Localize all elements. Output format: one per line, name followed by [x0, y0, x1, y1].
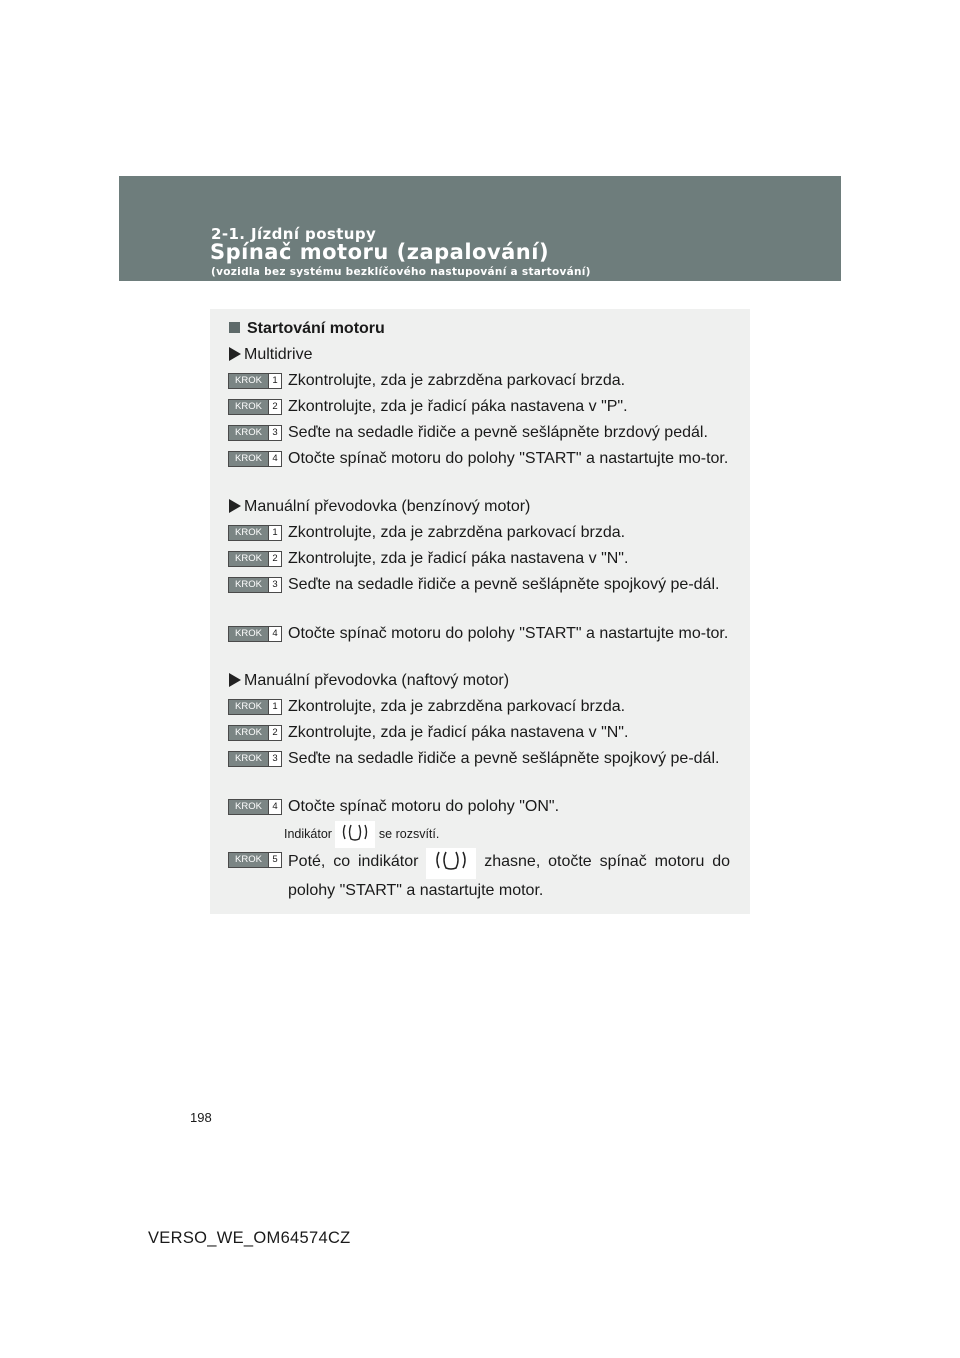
step-text: Zkontrolujte, zda je řadicí páka nastavena v "P". — [288, 398, 628, 415]
square-bullet-icon — [229, 322, 240, 333]
section-label: 2-1. Jízdní postupy — [211, 225, 377, 243]
step-row — [228, 395, 730, 418]
step-text: Otočte spínač motoru do polohy "START" a nastartujte mo-tor. — [288, 450, 729, 467]
step-badge: KROK 2 — [228, 725, 282, 741]
step-text: Zkontrolujte, zda je zabrzděna parkovací brzda. — [288, 698, 626, 715]
step-row — [228, 721, 730, 744]
step-text: Seďte na sedadle řidiče a pevně sešlápněte spojkový pe-dál. — [288, 750, 720, 767]
step-text: Zkontrolujte, zda je zabrzděna parkovací brzda. — [288, 372, 626, 389]
triangle-pointer-icon — [229, 673, 241, 687]
step-row — [228, 747, 730, 770]
step-text: Otočte spínač motoru do polohy "ON". — [288, 798, 560, 815]
step-text: Zkontrolujte, zda je řadicí páka nastavena v "N". — [288, 724, 629, 741]
variant-manual-petrol: Manuální převodovka (benzínový motor) — [229, 495, 530, 518]
step-text: Zkontrolujte, zda je zabrzděna parkovací brzda. — [288, 524, 626, 541]
step-row — [228, 848, 730, 902]
step-badge: KROK 3 — [228, 577, 282, 593]
step-badge: KROK 5 — [228, 852, 282, 868]
step-badge: KROK 2 — [228, 399, 282, 415]
glow-plug-indicator-icon — [335, 821, 375, 848]
step-row — [228, 521, 730, 544]
step-text: Seďte na sedadle řidiče a pevně sešlápněte spojkový pe-dál. — [288, 576, 720, 593]
page-header — [119, 176, 841, 281]
procedure-panel — [210, 309, 750, 914]
step-badge: KROK 4 — [228, 799, 282, 815]
step-badge: KROK 3 — [228, 751, 282, 767]
triangle-pointer-icon — [229, 347, 241, 361]
variant-manual-diesel: Manuální převodovka (naftový motor) — [229, 669, 509, 692]
variant-multidrive: Multidrive — [229, 343, 312, 366]
panel-heading: Startování motoru — [229, 317, 385, 340]
step-badge: KROK 1 — [228, 373, 282, 389]
glow-plug-indicator-icon — [426, 848, 476, 879]
step-badge: KROK 1 — [228, 525, 282, 541]
step-badge: KROK 1 — [228, 699, 282, 715]
document-code: VERSO_WE_OM64574CZ — [148, 1229, 351, 1247]
triangle-pointer-icon — [229, 499, 241, 513]
step-text: Poté, co indikátor zhasne, otočte spínač motoru do polohy "START" a nastartujte motor. — [288, 848, 730, 902]
step-badge: KROK 4 — [228, 451, 282, 467]
indicator-note: Indikátor se rozsvítí. — [284, 821, 439, 848]
step-row — [228, 795, 730, 818]
page-number: 198 — [190, 1110, 212, 1125]
step-badge: KROK 4 — [228, 626, 282, 642]
step-row — [228, 369, 730, 392]
step-badge: KROK 3 — [228, 425, 282, 441]
step-text: Zkontrolujte, zda je řadicí páka nastavena v "N". — [288, 550, 629, 567]
step-text: Seďte na sedadle řidiče a pevně sešlápněte brzdový pedál. — [288, 424, 708, 441]
step-badge: KROK 2 — [228, 551, 282, 567]
step-row — [228, 447, 730, 470]
page-title: Spínač motoru (zapalování) — [210, 240, 550, 264]
step-row — [228, 421, 730, 444]
step-row — [228, 547, 730, 570]
step-row — [228, 622, 730, 645]
step-text: Otočte spínač motoru do polohy "START" a nastartujte mo-tor. — [288, 625, 729, 642]
step-row — [228, 695, 730, 718]
step-row — [228, 573, 730, 596]
page-subtitle: (vozidla bez systému bezklíčového nastupování a startování) — [211, 266, 591, 278]
